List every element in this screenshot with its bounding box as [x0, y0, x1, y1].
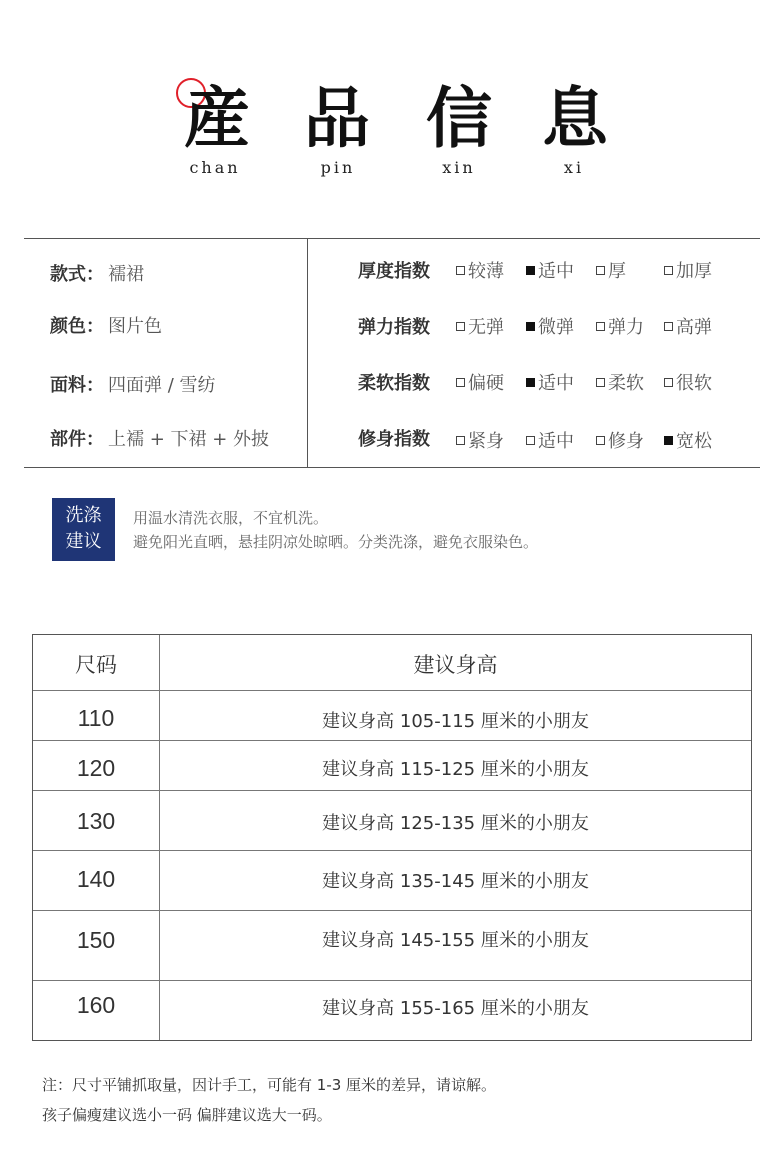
index-option: 厚 — [596, 257, 626, 283]
checkbox-filled-icon — [526, 266, 535, 275]
spec-fabric — [50, 371, 216, 397]
index-option: 高弹 — [664, 313, 712, 339]
info-divider — [307, 239, 308, 468]
note-line-2: 孩子偏瘦建议选小一码 偏胖建议选大一码。 — [42, 1106, 332, 1124]
index-option: 宽松 — [664, 427, 712, 453]
height-desc: 建议身高 155-165 厘米的小朋友 — [322, 998, 589, 1019]
spec-key: 颜色： — [50, 316, 104, 337]
washing-text-2: 避免阳光直晒，悬挂阴凉处晾晒。分类洗涤，避免衣服染色。 — [133, 533, 539, 551]
size-value: 120 — [76, 755, 116, 781]
height-desc: 建议身高 125-135 厘米的小朋友 — [322, 813, 589, 834]
washing-badge-line1: 洗涤 — [65, 505, 102, 526]
title-char-4: 息 — [542, 79, 608, 157]
spec-value: 襦裙 — [108, 264, 144, 285]
index-option: 偏硬 — [456, 369, 504, 395]
note-line-1: 注：尺寸平铺抓取量，因计手工，可能有 1-3 厘米的差异，请谅解。 — [42, 1076, 497, 1094]
checkbox-empty-icon — [456, 436, 465, 445]
title-char-2: 品 — [304, 79, 370, 157]
checkbox-empty-icon — [526, 436, 535, 445]
index-option: 修身 — [596, 427, 644, 453]
washing-badge — [52, 498, 115, 561]
washing-text-1: 用温水清洗衣服，不宜机洗。 — [133, 509, 329, 527]
header-height: 建议身高 — [413, 653, 498, 677]
spec-color — [50, 312, 162, 338]
checkbox-empty-icon — [456, 378, 465, 387]
index-option: 很软 — [664, 369, 712, 395]
checkbox-empty-icon — [596, 322, 605, 331]
checkbox-empty-icon — [596, 436, 605, 445]
index-option: 较薄 — [456, 257, 504, 283]
table-row — [33, 690, 751, 740]
spec-value: 四面弹 / 雪纺 — [108, 375, 216, 396]
checkbox-empty-icon — [456, 266, 465, 275]
spec-value: 图片色 — [108, 316, 162, 337]
height-desc: 建议身高 105-115 厘米的小朋友 — [322, 711, 589, 732]
pinyin-4: xi — [563, 158, 585, 177]
page-title-block — [0, 0, 784, 200]
checkbox-empty-icon — [664, 322, 673, 331]
pinyin-2: pin — [320, 158, 356, 177]
checkbox-empty-icon — [596, 378, 605, 387]
checkbox-empty-icon — [596, 266, 605, 275]
size-value: 140 — [76, 866, 116, 892]
table-header-row — [33, 635, 751, 690]
size-value: 160 — [76, 992, 116, 1018]
index-option: 适中 — [526, 369, 574, 395]
spec-value: 上襦 + 下裙 + 外披 — [108, 429, 270, 450]
index-option: 无弹 — [456, 313, 504, 339]
checkbox-filled-icon — [664, 436, 673, 445]
pinyin-1: chan — [189, 158, 241, 177]
table-row — [33, 980, 751, 1040]
index-option: 微弹 — [526, 313, 574, 339]
index-option: 适中 — [526, 427, 574, 453]
product-info-table — [24, 238, 760, 468]
table-row — [33, 850, 751, 910]
washing-badge-line2: 建议 — [65, 531, 102, 552]
table-row — [33, 910, 751, 980]
spec-key: 部件： — [50, 429, 104, 450]
index-label: 弹力指数 — [358, 317, 430, 338]
table-row — [33, 790, 751, 850]
checkbox-empty-icon — [664, 378, 673, 387]
spec-key: 面料： — [50, 375, 104, 396]
size-value: 150 — [76, 927, 116, 953]
title-char-1: 産 — [184, 79, 250, 157]
index-option: 柔软 — [596, 369, 644, 395]
table-row — [33, 740, 751, 790]
size-value: 130 — [76, 808, 116, 834]
size-value: 110 — [77, 705, 115, 731]
spec-style — [50, 260, 144, 286]
index-option: 适中 — [526, 257, 574, 283]
title-char-3: 信 — [426, 79, 492, 157]
checkbox-empty-icon — [456, 322, 465, 331]
spec-key: 款式： — [50, 264, 104, 285]
spec-parts — [50, 425, 269, 451]
index-option: 紧身 — [456, 427, 504, 453]
index-label: 厚度指数 — [358, 261, 430, 282]
height-desc: 建议身高 145-155 厘米的小朋友 — [322, 930, 589, 951]
pinyin-3: xin — [442, 158, 476, 177]
index-label: 修身指数 — [358, 429, 430, 450]
index-option: 弹力 — [596, 313, 644, 339]
height-desc: 建议身高 135-145 厘米的小朋友 — [322, 871, 589, 892]
checkbox-filled-icon — [526, 378, 535, 387]
index-label: 柔软指数 — [358, 373, 430, 394]
index-option: 加厚 — [664, 257, 712, 283]
header-size: 尺码 — [75, 653, 117, 677]
checkbox-filled-icon — [526, 322, 535, 331]
height-desc: 建议身高 115-125 厘米的小朋友 — [322, 759, 589, 780]
size-table — [32, 634, 752, 1041]
checkbox-empty-icon — [664, 266, 673, 275]
